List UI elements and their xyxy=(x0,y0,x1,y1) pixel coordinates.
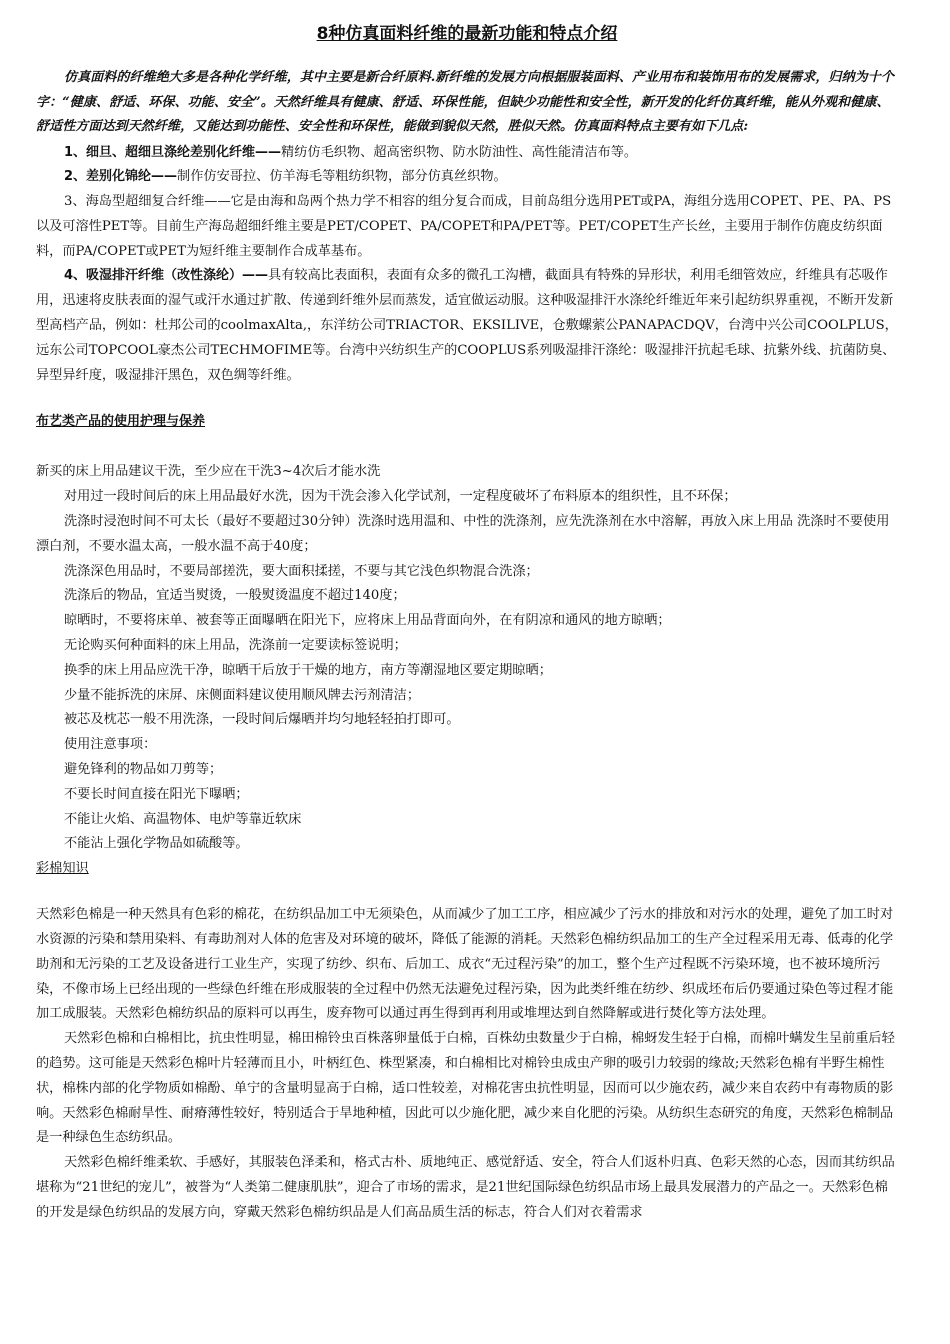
care-note: 不能让火焰、高温物体、电炉等靠近软床 xyxy=(64,811,302,827)
fiber-item-1-body: 精纺仿毛织物、超高密织物、防水防油性、高性能清洁布等。 xyxy=(281,144,638,160)
care-item: 洗涤深色用品时，不要局部搓洗，要大面积揉搓，不要与其它浅色织物混合洗涤； xyxy=(64,563,539,579)
fiber-item-1 xyxy=(36,141,898,166)
cotton-paragraph-1: 天然彩色棉是一种天然具有色彩的棉花，在纺织品加工中无须染色，从而减少了加工工序，相应减少了污水的排放和对污水的处理，避免了加工时对水资源的污染和禁用染料、有毒助剂对人体的危害及对环境的破坏，降低了能源的消耗。天然彩色棉纺织品加工的生产全过程采用无毒、低毒的化学助剂和无污染的工艺及设备进行工业生产，实现了纺纱、织布、后加工、成衣“无过程污染”的加工，整个生产过程既不污染环境，也不被环境所污染，不像市场上已经出现的一些绿色纤维在形成服装的全过程中仍然无法避免过程污染，因为此类纤维在纺纱、织成坯布后仍要通过染色等过程才能加工成服装。天然彩色棉纺织品的原料可以再生，废弃物可以通过再生得到再利用或堆埋达到自然降解或进行焚化等方法处理。 xyxy=(36,907,894,1022)
care-item: 洗涤后的物品，宜适当熨烫，一般熨烫温度不超过140度； xyxy=(64,588,406,604)
fiber-item-3 xyxy=(36,190,898,264)
care-item: 换季的床上用品应洗干净，晾晒干后放于干燥的地方，南方等潮湿地区要定期晾晒； xyxy=(64,662,552,678)
care-item: 少量不能拆洗的床屏、床侧面料建议使用顺风牌去污剂清洁； xyxy=(64,687,421,703)
care-item: 对用过一段时间后的床上用品最好水洗，因为干洗会渗入化学试剂，一定程度破坏了布料原本的组织性，且不环保； xyxy=(64,489,737,505)
cotton-section-heading: 彩棉知识 xyxy=(36,861,89,877)
care-item: 晾晒时，不要将床单、被套等正面曝晒在阳光下，应将床上用品背面向外，在有阴凉和通风的地方晾晒； xyxy=(64,613,671,629)
document-title: 8种仿真面料纤维的最新功能和特点介绍 xyxy=(316,24,618,44)
fiber-item-4 xyxy=(36,264,898,388)
care-note: 不要长时间直接在阳光下曝晒； xyxy=(64,786,249,802)
fiber-item-1-head: 1、细旦、超细旦涤纶差别化纤维—— xyxy=(64,144,282,160)
fiber-item-2 xyxy=(36,165,898,190)
care-item: 被芯及枕芯一般不用洗涤，一段时间后爆晒并均匀地轻轻拍打即可。 xyxy=(64,712,460,728)
care-note: 不能沾上强化学物品如硫酸等。 xyxy=(64,836,249,852)
cotton-paragraph-3: 天然彩色棉纤维柔软、手感好，其服装色泽柔和，格式古朴、质地纯正、感觉舒适、安全，符合人们返朴归真、色彩天然的心态，因而其纺织品堪称为“21世纪的宠儿”，被誉为“人类第二健康肌肤”，迎合了市场的需求，是21世纪国际绿色纺织品市场上最具发展潜力的产品之一。天然彩色棉的开发是绿色纺织品的发展方向，穿戴天然彩色棉纺织品是人们高品质生活的标志，符合人们对衣着需求 xyxy=(36,1155,895,1220)
intro-paragraph: 仿真面料的纤维绝大多是各种化学纤维，其中主要是新合纤原料.新纤维的发展方向根据服装面料、产业用布和装饰用布的发展需求，归纳为十个字：“健康、舒适、环保、功能、安全”。天然纤维具有健康、舒适、环保性能，但缺少功能性和安全性，新开发的化纤仿真纤维，能从外观和健康、舒适性方面达到天然纤维，又能达到功能性、安全性和环保性，能做到貌似天然，胜似天然。仿真面料特点主要有如下几点: xyxy=(36,70,894,134)
document-page xyxy=(36,22,898,1226)
fiber-item-4-body: 具有较高比表面积，表面有众多的微孔工沟槽，截面具有特殊的异形状，利用毛细管效应，纤维具有芯吸作用，迅速将皮肤表面的湿气或汗水通过扩散、传递到纤维外层而蒸发，适宜做运动服。这种吸湿排汗水涤纶纤维近年来引起纺织界重视，不断开发新型高档产品，例如：杜邦公司的coolmaxAlta,，东洋纺公司TRIACTOR、EKSILIVE，仓敷螺萦公PANAPACDQV，台湾中兴公司COOLPLUS，远东公司TOPCOOL豪杰公司TECHMOFIME等。台湾中兴纺织生产的COOPLUS系列吸湿排汗涤纶：吸湿排汗抗起毛球、抗紫外线、抗菌防臭、异型异纤度，吸湿排汗黑色，双色绸等纤维。 xyxy=(36,268,898,383)
care-notes-heading: 使用注意事项： xyxy=(64,737,157,753)
care-first-line: 新买的床上用品建议干洗，至少应在干洗3~4次后才能水洗 xyxy=(36,464,381,480)
care-section-heading: 布艺类产品的使用护理与保养 xyxy=(36,414,206,430)
care-item: 无论购买何种面料的床上用品，洗涤前一定要读标签说明； xyxy=(64,638,407,654)
cotton-paragraph-2: 天然彩色棉和白棉相比，抗虫性明显，棉田棉铃虫百株落卵量低于白棉，百株幼虫数量少于白棉，棉蚜发生轻于白棉，而棉叶螨发生呈前重后轻的趋势。这可能是天然彩色棉叶片轻薄而且小，叶柄红色、株型紧凑，和白棉相比对棉铃虫成虫产卵的吸引力较弱的缘故;天然彩色棉有半野生棉性状，棉株内部的化学物质如棉酚、单宁的含量明显高于白棉，适口性较差，对棉花害虫抗性明显，因而可以少施农药，减少来自农药中有毒物质的影响。天然彩色棉耐旱性、耐瘠薄性较好，特别适合于旱地种植，因此可以少施化肥，减少来自化肥的污染。从纺织生态研究的角度，天然彩色棉制品是一种绿色生态纺织品。 xyxy=(36,1031,895,1146)
care-item: 洗涤时浸泡时间不可太长（最好不要超过30分钟）洗涤时选用温和、中性的洗涤剂，应先洗涤剂在水中溶解，再放入床上用品 洗涤时不要使用漂白剂，不要水温太高，一般水温不高于40度； xyxy=(36,514,890,554)
fiber-item-2-head: 2、差别化锦纶—— xyxy=(64,169,178,185)
fiber-item-4-head: 4、吸湿排汗纤维（改性涤纶）—— xyxy=(64,268,269,284)
fiber-item-3-body: 3、海岛型超细复合纤维——它是由海和岛两个热力学不相容的组分复合而成，目前岛组分选用PET或PA，海组分选用COPET、PE、PA、PS以及可溶性PET等。目前生产海岛超细纤维主要是PET/COPET、PA/COPET和PA/PET等。PET/COPET生产长丝，主要用于制作仿鹿皮纺织面料，而PA/COPET或PET为短纤维主要制作合成革基布。 xyxy=(36,194,892,259)
fiber-item-2-body: 制作仿安哥拉、仿羊海毛等粗纺织物，部分仿真丝织物。 xyxy=(177,169,507,185)
care-note: 避免锋利的物品如刀剪等； xyxy=(64,762,223,778)
